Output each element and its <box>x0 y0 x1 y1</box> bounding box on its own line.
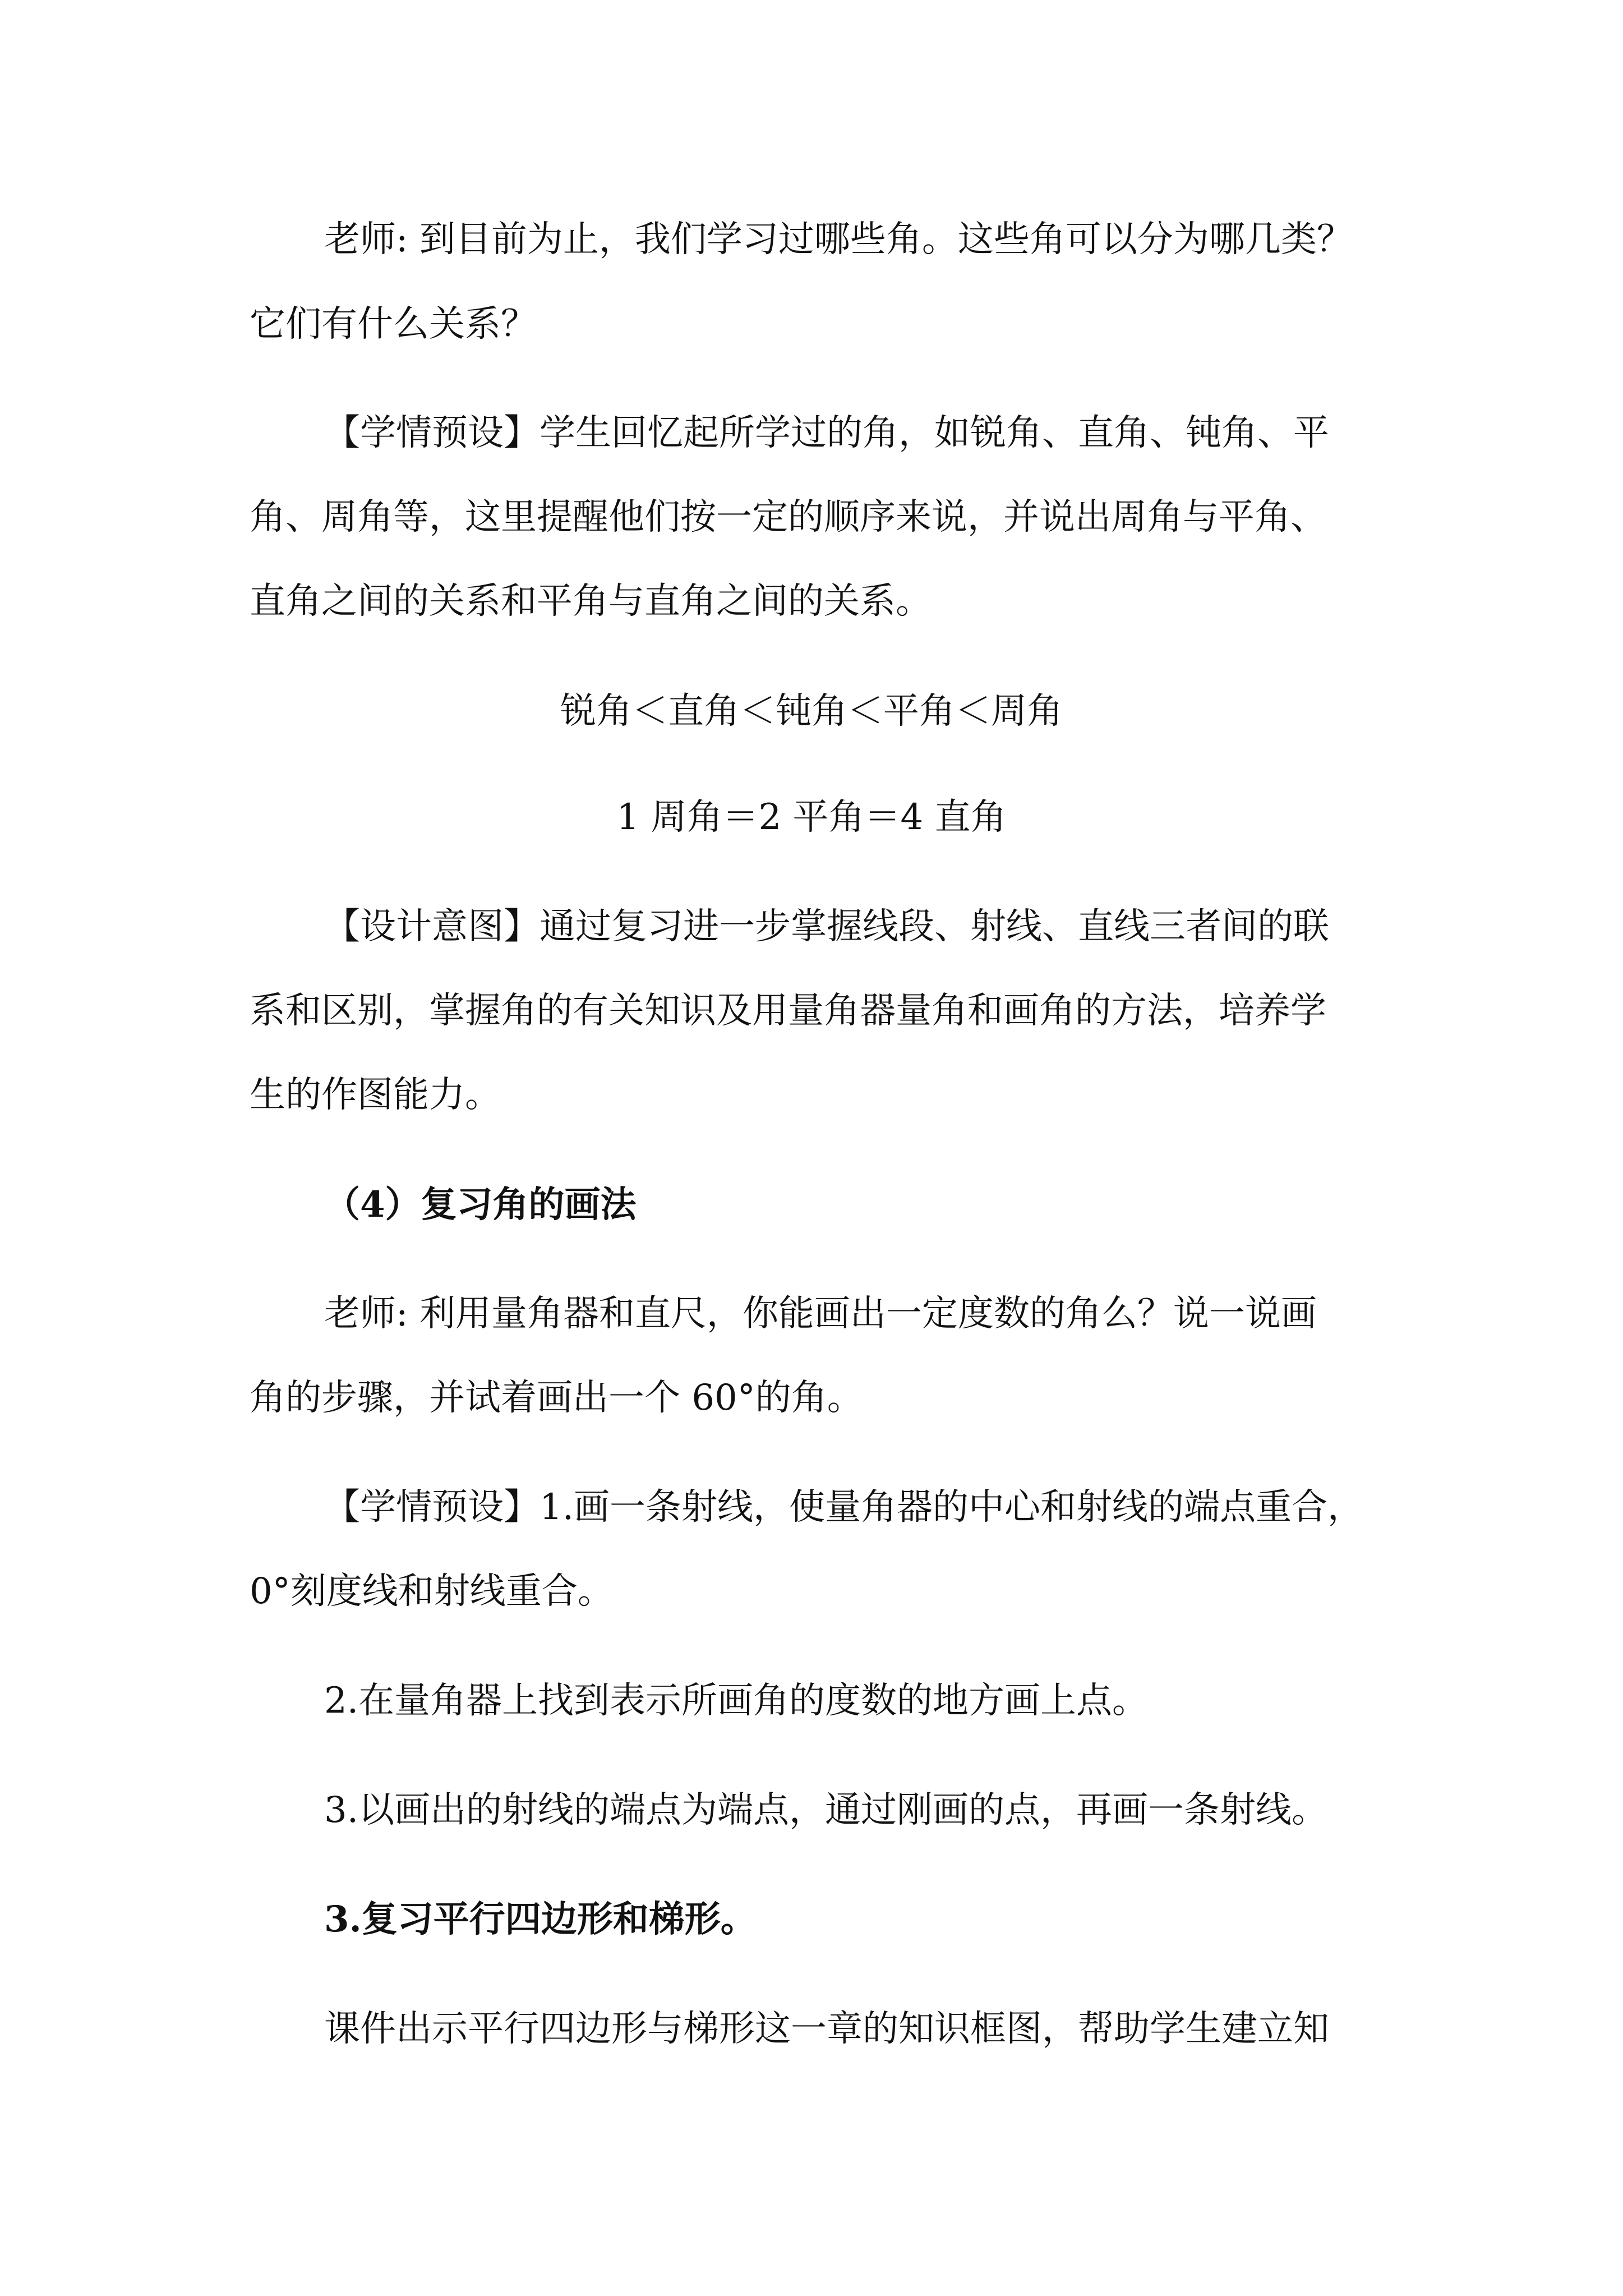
drawing-steps-line-1: 【学情预设】1.画一条射线，使量角器的中心和射线的端点重合， <box>324 1487 1364 1528</box>
teacher-question-line-1: 老师: 到目前为止，我们学习过哪些角。这些角可以分为哪几类？ <box>324 219 1353 260</box>
teacher-drawing-question-line-1: 老师: 利用量角器和直尺，你能画出一定度数的角么？说一说画 <box>324 1293 1317 1335</box>
teacher-question-line-2: 它们有什么关系？ <box>250 303 537 345</box>
student-preset-line-1: 【学情预设】学生回忆起所学过的角，如锐角、直角、钝角、平 <box>324 412 1329 454</box>
design-intent-line-2: 系和区别，掌握角的有关知识及用量角器量角和画角的方法，培养学 <box>250 990 1326 1032</box>
section-heading-angle-drawing: （4）复习角的画法 <box>324 1184 637 1226</box>
design-intent-line-1: 【设计意图】通过复习进一步掌握线段、射线、直线三者间的联 <box>324 906 1329 947</box>
courseware-line-1: 课件出示平行四边形与梯形这一章的知识框图，帮助学生建立知 <box>324 2008 1329 2050</box>
drawing-step-3: 3.以画出的射线的端点为端点，通过刚画的点，再画一条射线。 <box>324 1789 1328 1831</box>
angle-relation-formula: 1 周角＝2 平角＝4 直角 <box>616 797 1007 838</box>
drawing-step-2: 2.在量角器上找到表示所画角的度数的地方画上点。 <box>324 1680 1149 1722</box>
student-preset-line-2: 角、周角等，这里提醒他们按一定的顺序来说，并说出周角与平角、 <box>250 496 1326 538</box>
design-intent-line-3: 生的作图能力。 <box>250 1074 501 1116</box>
drawing-steps-line-2: 0°刻度线和射线重合。 <box>250 1571 614 1612</box>
section-heading-parallelogram: 3.复习平行四边形和梯形。 <box>324 1898 757 1940</box>
student-preset-line-3: 直角之间的关系和平角与直角之间的关系。 <box>250 581 932 622</box>
angle-order-formula: 锐角＜直角＜钝角＜平角＜周角 <box>560 691 1063 732</box>
teacher-drawing-question-line-2: 角的步骤，并试着画出一个 60°的角。 <box>250 1377 863 1419</box>
